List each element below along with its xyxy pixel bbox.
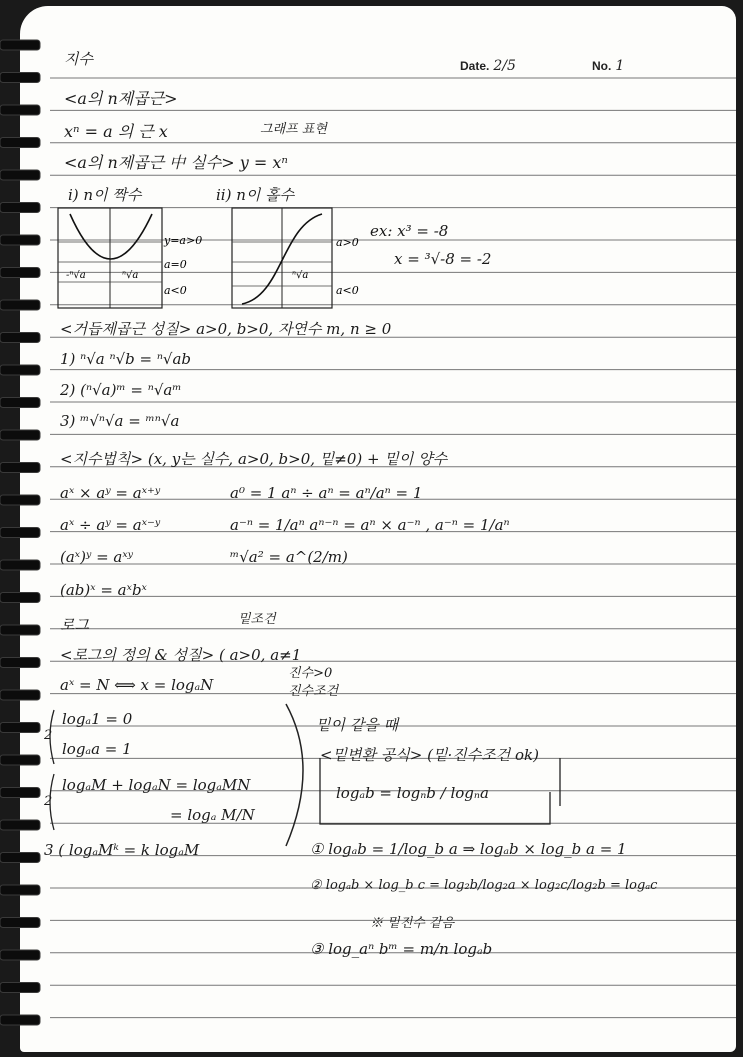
note-annotation: 밑조건 <box>238 612 276 627</box>
binder-ring <box>0 983 40 993</box>
note-line: <거듭제곱근 성질> a>0, b>0, 자연수 m, n ≥ 0 <box>60 320 392 338</box>
binder-ring <box>0 170 40 180</box>
note-line: <지수법칙> (x, y는 실수, a>0, b>0, 밑≠0) + 밑이 양수 <box>60 450 448 468</box>
binder-ring <box>0 593 40 603</box>
note-line: ① logₐb = 1/log_b a ⇒ logₐb × log_b a = 1 <box>310 840 627 858</box>
binder-ring <box>0 950 40 960</box>
page-number-value: 1 <box>615 58 625 74</box>
binder-ring <box>0 885 40 895</box>
graph-label: y=a>0 <box>164 234 203 247</box>
note-annotation: 진수>0 <box>288 666 333 681</box>
binder-ring <box>0 203 40 213</box>
note-line: 3) ᵐ√ⁿ√a = ᵐⁿ√a <box>60 412 180 430</box>
binder-ring <box>0 365 40 375</box>
graph-odd <box>232 208 359 308</box>
graph-label: a<0 <box>164 284 187 297</box>
note-line: a⁻ⁿ = 1/aⁿ aⁿ⁻ⁿ = aⁿ × a⁻ⁿ , a⁻ⁿ = 1/aⁿ <box>230 516 510 534</box>
binder-ring <box>0 268 40 278</box>
note-line: a⁰ = 1 aⁿ ÷ aⁿ = aⁿ/aⁿ = 1 <box>230 484 423 502</box>
note-line: ii) n이 홀수 <box>216 186 295 204</box>
note-line: <a의 n제곱근> <box>64 89 178 108</box>
note-line: ② logₐb × log_b c = log₂b/log₂a × log₂c/log₂b = logₐc <box>310 878 658 893</box>
graph-even <box>58 208 202 308</box>
note-line: <로그의 정의 & 성질> ( a>0, a≠1 <box>60 646 302 664</box>
date-value: 2/5 <box>493 58 516 74</box>
note-line: 2) (ⁿ√a)ᵐ = ⁿ√aᵐ <box>60 381 182 399</box>
notebook-page <box>20 6 736 1052</box>
note-line: <밑변환 공식> (밑·진수조건 ok) <box>320 746 539 764</box>
graph-label: a=0 <box>164 258 187 271</box>
binder-ring <box>0 138 40 148</box>
item-number: 2 <box>44 794 53 809</box>
binder-ring <box>0 723 40 733</box>
brackets <box>20 696 736 876</box>
binder-ring <box>0 625 40 635</box>
note-line: aˣ ÷ aʸ = aˣ⁻ʸ <box>60 516 161 534</box>
binder-ring <box>0 300 40 310</box>
note-line: = logₐ M/N <box>170 806 255 824</box>
graph-label: ⁿ√a <box>122 270 139 281</box>
binder-ring <box>0 918 40 928</box>
binder-ring <box>0 463 40 473</box>
binder-ring <box>0 495 40 505</box>
page-title: 지수 <box>64 50 93 68</box>
binder-ring <box>0 690 40 700</box>
page-number-label: No. <box>592 59 612 73</box>
note-line: i) n이 짝수 <box>68 186 142 204</box>
binder-ring <box>0 853 40 863</box>
binder-ring <box>0 820 40 830</box>
page-number-field <box>592 58 624 74</box>
note-line: ᵐ√a² = a^(2/m) <box>230 548 348 566</box>
note-annotation: 진수조건 <box>288 684 339 699</box>
binder-ring <box>0 560 40 570</box>
date-field <box>460 58 516 74</box>
note-line: 1) ⁿ√a ⁿ√b = ⁿ√ab <box>60 350 192 368</box>
binder-ring <box>0 658 40 668</box>
graph-label: ⁿ√a <box>292 270 309 281</box>
item-number: 2 <box>44 728 53 743</box>
note-line: ③ log_aⁿ bᵐ = m/n logₐb <box>310 940 493 958</box>
note-line: xⁿ = a 의 근 x <box>64 122 168 141</box>
note-line: 밑이 같을 때 <box>316 716 398 734</box>
graph-label: -ⁿ√a <box>66 270 86 281</box>
note-line: x = ³√-8 = -2 <box>394 250 492 268</box>
note-line: aˣ = N ⟺ x = logₐN <box>60 676 214 694</box>
note-line: ex: x³ = -8 <box>370 222 449 240</box>
note-line: 로그 <box>60 616 89 634</box>
binder-ring <box>0 398 40 408</box>
graph-label: a<0 <box>336 284 359 297</box>
binder-ring <box>0 235 40 245</box>
binder-ring <box>0 430 40 440</box>
binder-ring <box>0 755 40 765</box>
note-annotation: 그래프 표현 <box>260 122 327 137</box>
binder-ring <box>0 105 40 115</box>
note-line: <a의 n제곱근 中 실수> y = xⁿ <box>64 153 288 172</box>
note-line: 3 ( logₐMᵏ = k logₐM <box>44 841 200 859</box>
binder-rings <box>0 0 44 1057</box>
note-line: (ab)ˣ = aˣbˣ <box>60 581 147 599</box>
binder-ring <box>0 333 40 343</box>
graph-label: a>0 <box>336 236 359 249</box>
note-line: logₐ1 = 0 <box>62 710 133 728</box>
note-line: (aˣ)ʸ = aˣʸ <box>60 548 134 566</box>
note-annotation: ※ 밑진수 같음 <box>370 916 455 931</box>
date-label: Date. <box>460 59 490 73</box>
binder-ring <box>0 40 40 50</box>
binder-ring <box>0 788 40 798</box>
binder-ring <box>0 528 40 538</box>
note-line: logₐb = logₙb / logₙa <box>336 784 489 802</box>
note-line: aˣ × aʸ = aˣ⁺ʸ <box>60 484 161 502</box>
binder-ring <box>0 73 40 83</box>
note-line: logₐM + logₐN = logₐMN <box>62 776 251 794</box>
binder-ring <box>0 1015 40 1025</box>
graphs <box>56 206 366 310</box>
note-line: logₐa = 1 <box>62 740 132 758</box>
